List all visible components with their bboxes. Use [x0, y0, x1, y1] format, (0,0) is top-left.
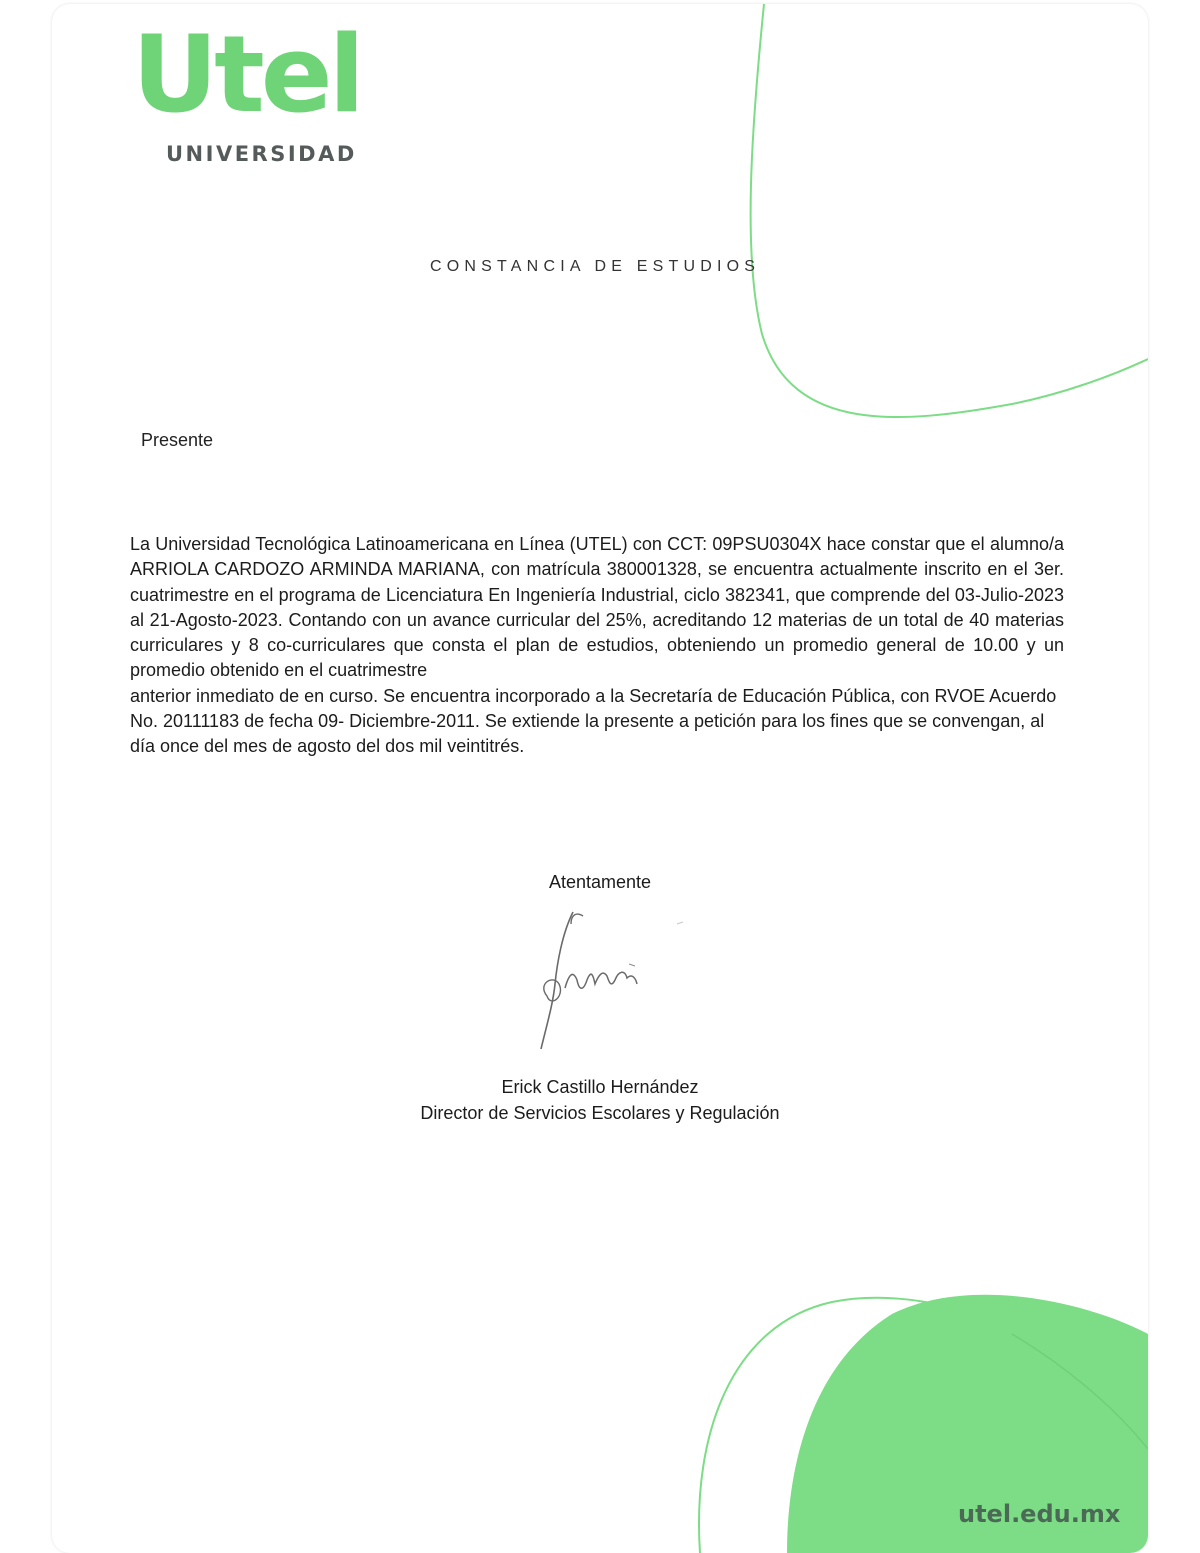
body-paragraph-2: anterior inmediato de en curso. Se encuentra incorporado a la Secretaría de Educación Pública, con RVOE Acuerdo No. 20111183 de fecha 09- Diciembre-2011. Se extiende la presente a petición para los fines que se convengan, al día once del mes de agosto del dos mil veintitrés.: [130, 685, 1057, 757]
document-title: CONSTANCIA DE ESTUDIOS: [430, 258, 761, 275]
top-curve-line: [751, 4, 1148, 417]
body-paragraph-1: La Universidad Tecnológica Latinoamericana en Línea (UTEL) con CCT: 09PSU0304X hace constar que el alumno/a ARRIOLA CARDOZO ARMINDA MARIANA, con matrícula 380001328, se encuentra actualmente inscrito en el 3er. cuatrimestre en el programa de Licenciatura En Ingeniería Industrial, ciclo 382341, que comprende del 03-Julio-2023 al 21-Agosto-2023. Contando con un avance curricular del 25%, acreditando 12 materias de un total de 40 materias curriculares y 8 co-curriculares que consta el plan de estudios, obteniendo un promedio general de 10.00 y un promedio obtenido en el cuatrimestre: [130, 534, 1064, 681]
greeting: Presente: [141, 430, 214, 450]
decorative-curves: [52, 4, 1148, 1553]
signatory-role: Director de Servicios Escolares y Regulación: [420, 1103, 780, 1123]
certificate-body: [130, 532, 1064, 760]
closing-text: Atentamente: [548, 872, 652, 892]
document-page: [52, 4, 1148, 1553]
signature-image: [507, 904, 697, 1054]
logo-wordmark: Utel: [132, 13, 361, 136]
utel-logo: [132, 13, 412, 174]
website-url: utel.edu.mx: [958, 1500, 1121, 1528]
signatory-name: Erick Castillo Hernández: [501, 1077, 699, 1097]
logo-subtitle: UNIVERSIDAD: [166, 142, 357, 166]
